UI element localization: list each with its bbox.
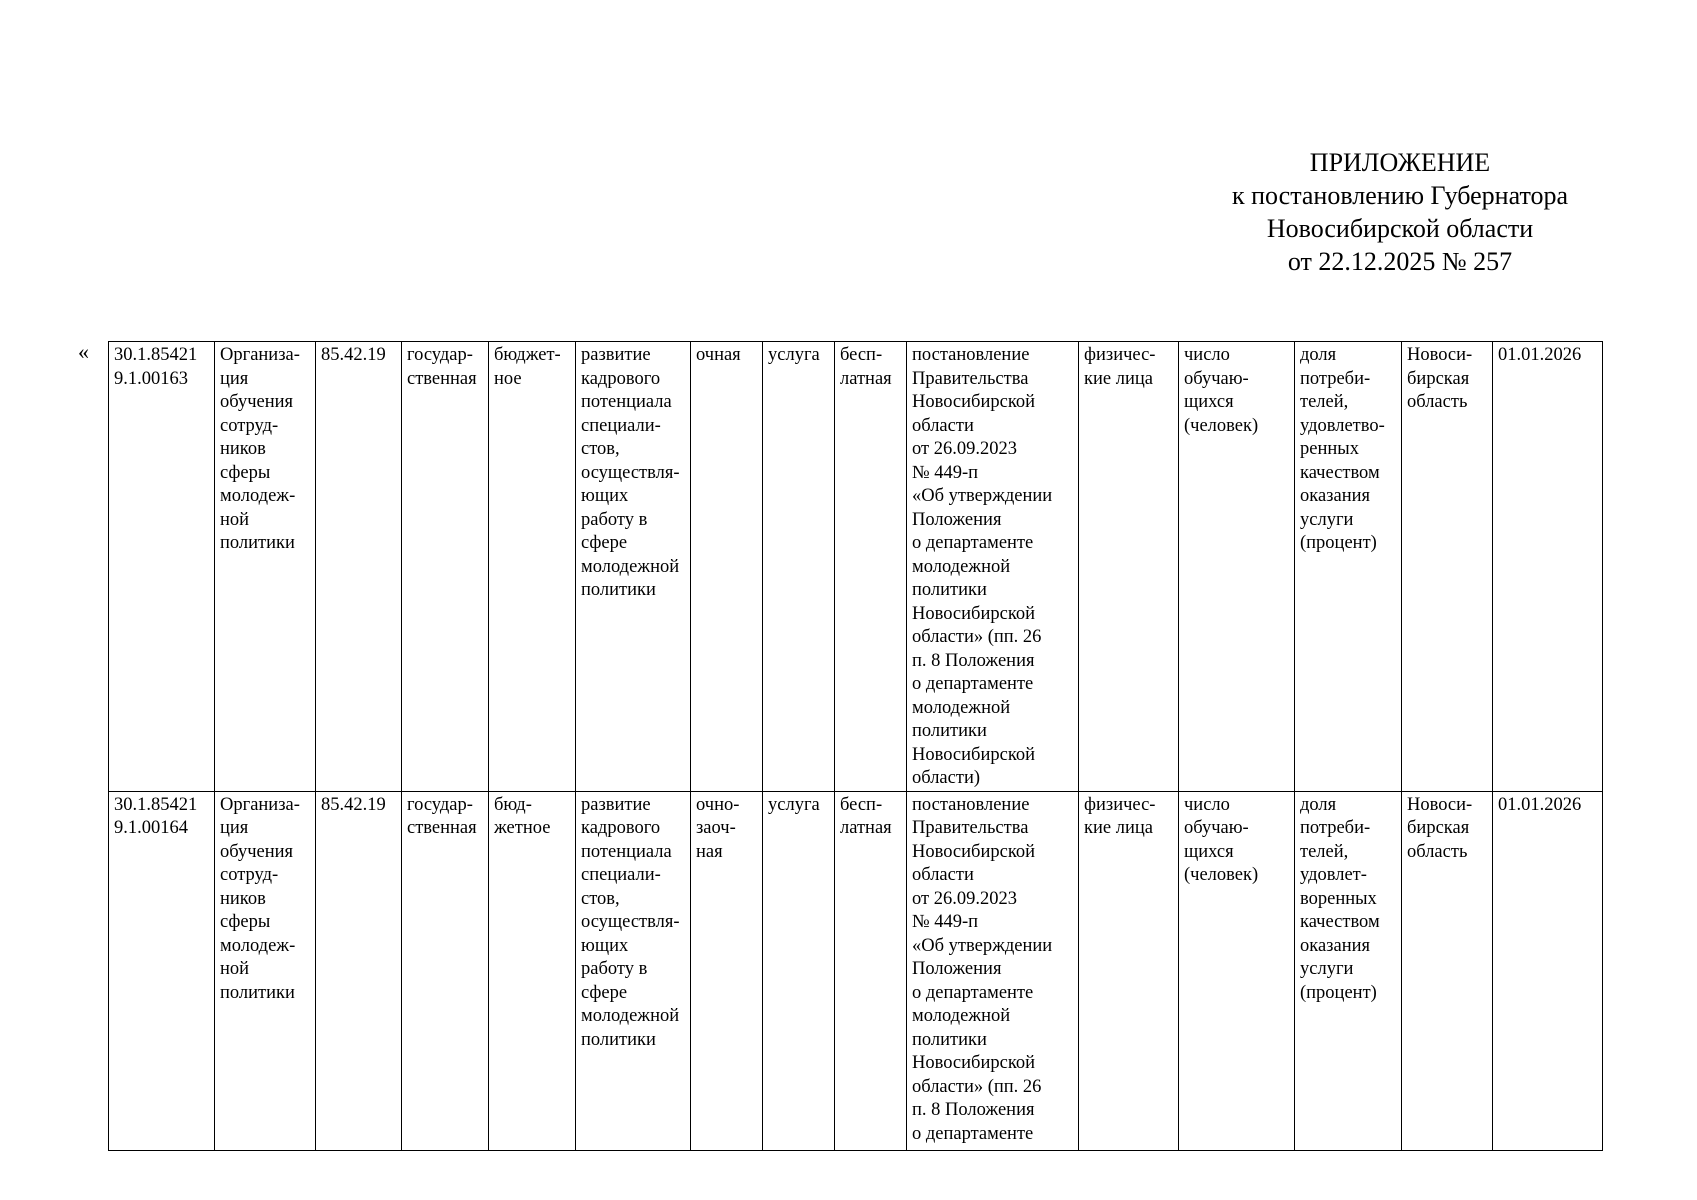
cell-text-line: развитие	[581, 345, 651, 365]
territory-cell	[1402, 342, 1493, 792]
cell-text-line: политики	[220, 982, 295, 1003]
cell-text-line: ственная	[407, 368, 477, 389]
cell-text-line: Новосибирской	[912, 603, 1036, 624]
cell-text-line: осуществля-	[581, 912, 680, 932]
cell-text-line: ной	[220, 509, 250, 530]
registry-number-cell	[109, 791, 215, 1150]
cell-text-line: телей,	[1300, 392, 1349, 412]
payment-cell	[835, 791, 907, 1150]
cell-text-line: Новосибирской	[912, 744, 1036, 765]
cell-text-line: удовлет-	[1300, 865, 1367, 885]
service-name-cell	[215, 342, 316, 792]
cell-text-line: заоч-	[696, 818, 736, 838]
cell-text-line: стов,	[581, 888, 620, 909]
appendix-title: ПРИЛОЖЕНИЕ	[1309, 148, 1491, 177]
cell-text-line: сферы	[220, 912, 271, 932]
cell-text-line: ное	[494, 368, 522, 389]
cell-text-line: (человек)	[1184, 865, 1259, 885]
institution-type-cell	[489, 342, 576, 792]
cell-text-line: о департаменте	[912, 1123, 1034, 1144]
service-content-cell	[576, 791, 691, 1150]
service-content-cell	[576, 342, 691, 792]
cell-text-line: государ-	[407, 794, 473, 815]
cell-text-line: область	[1407, 392, 1468, 412]
cell-text-line: 9.1.00164	[114, 818, 188, 838]
ownership-cell	[402, 791, 489, 1150]
cell-text-line: ная	[696, 841, 723, 862]
service-form-cell	[691, 342, 763, 792]
cell-text-line: потенциала	[581, 841, 672, 862]
cell-text-line: латная	[840, 818, 892, 838]
cell-text-line: сфере	[581, 982, 628, 1003]
service-name-cell	[215, 791, 316, 1150]
service-form-cell	[691, 791, 763, 1150]
cell-text-line: бирская	[1407, 368, 1470, 389]
cell-text-line: услуги	[1300, 959, 1354, 979]
cell-text-line: от 26.09.2023	[912, 439, 1017, 459]
cell-text-line: п. 8 Положения	[912, 1100, 1035, 1120]
cell-text-line: государ-	[407, 345, 473, 365]
cell-text-line: молодеж-	[220, 935, 296, 956]
cell-text-line: Новоси-	[1407, 794, 1473, 815]
cell-text-line: физичес-	[1084, 345, 1156, 365]
cell-text-line: 30.1.85421	[114, 345, 198, 365]
cell-text-line: Организа-	[220, 345, 300, 365]
cell-text-line: потенциала	[581, 392, 672, 412]
territory-cell	[1402, 791, 1493, 1150]
cell-text-line: развитие	[581, 794, 651, 815]
cell-text-line: кадрового	[581, 818, 661, 838]
volume-indicator-cell	[1179, 791, 1295, 1150]
cell-text-line: бесп-	[840, 345, 883, 365]
okved-code-cell	[316, 791, 402, 1150]
cell-text-line: услуги	[1300, 509, 1354, 530]
cell-text-line: удовлетво-	[1300, 415, 1385, 436]
cell-text-line: очная	[696, 345, 741, 365]
cell-text-line: сотруд-	[220, 865, 279, 885]
services-registry-table	[108, 341, 1603, 1151]
cell-text-line: молодежной	[912, 556, 1011, 577]
consumers-cell	[1079, 342, 1179, 792]
cell-text-line: сферы	[220, 462, 271, 483]
cell-text-line: физичес-	[1084, 794, 1156, 815]
cell-text-line: молодежной	[912, 1006, 1011, 1026]
cell-text-line: политики	[581, 580, 656, 600]
cell-text-line: Новосибирской	[912, 841, 1036, 862]
cell-text-line: п. 8 Положения	[912, 650, 1035, 671]
cell-text-line: 01.01.2026	[1498, 345, 1582, 365]
cell-text-line: сфере	[581, 533, 628, 553]
cell-text-line: молодеж-	[220, 486, 296, 506]
cell-text-line: 30.1.85421	[114, 794, 198, 815]
cell-text-line: о департаменте	[912, 533, 1034, 553]
cell-text-line: постановление	[912, 345, 1030, 365]
cell-text-line: политики	[912, 721, 987, 741]
service-kind-cell	[763, 342, 835, 792]
cell-text-line: кадрового	[581, 368, 661, 389]
cell-text-line: 85.42.19	[321, 794, 386, 815]
table-row	[109, 342, 1603, 792]
cell-text-line: ников	[220, 439, 266, 459]
cell-text-line: услуга	[768, 794, 820, 815]
appendix-region: Новосибирской области	[1266, 214, 1534, 243]
cell-text-line: Положения	[912, 509, 1002, 530]
cell-text-line: специали-	[581, 415, 661, 436]
effective-date-cell	[1493, 791, 1603, 1150]
cell-text-line: области)	[912, 768, 981, 788]
cell-text-line: области	[912, 865, 974, 885]
cell-text-line: доля	[1300, 794, 1337, 815]
volume-indicator-cell	[1179, 342, 1295, 792]
registry-number-cell	[109, 342, 215, 792]
table-row	[109, 791, 1603, 1150]
cell-text-line: ция	[220, 368, 249, 389]
cell-text-line: работу в	[581, 959, 648, 979]
cell-text-line: ной	[220, 959, 250, 979]
appendix-date-number: от 22.12.2025 № 257	[1287, 247, 1513, 276]
cell-text-line: Организа-	[220, 794, 300, 815]
quality-indicator-cell	[1295, 791, 1402, 1150]
cell-text-line: работу в	[581, 509, 648, 530]
cell-text-line: области» (пп. 26	[912, 1076, 1042, 1097]
service-kind-cell	[763, 791, 835, 1150]
cell-text-line: о департаменте	[912, 982, 1034, 1003]
cell-text-line: телей,	[1300, 841, 1349, 862]
cell-text-line: (процент)	[1300, 533, 1377, 553]
cell-text-line: воренных	[1300, 888, 1377, 909]
cell-text-line: «Об утверждении	[912, 486, 1053, 506]
cell-text-line: молодежной	[912, 697, 1011, 718]
appendix-header	[1180, 146, 1620, 278]
cell-text-line: постановление	[912, 794, 1030, 815]
cell-text-line: потреби-	[1300, 368, 1371, 389]
cell-text-line: доля	[1300, 345, 1337, 365]
cell-text-line: обучения	[220, 841, 294, 862]
cell-text-line: от 26.09.2023	[912, 888, 1017, 909]
legal-basis-cell	[907, 791, 1079, 1150]
cell-text-line: области» (пп. 26	[912, 627, 1042, 647]
cell-text-line: о департаменте	[912, 674, 1034, 694]
effective-date-cell	[1493, 342, 1603, 792]
cell-text-line: № 449-п	[912, 912, 979, 932]
cell-text-line: щихся	[1184, 392, 1234, 412]
cell-text-line: услуга	[768, 345, 820, 365]
cell-text-line: область	[1407, 841, 1468, 862]
cell-text-line: обучения	[220, 392, 294, 412]
cell-text-line: ющих	[581, 935, 629, 956]
cell-text-line: 9.1.00163	[114, 368, 188, 389]
cell-text-line: ренных	[1300, 439, 1359, 459]
cell-text-line: Новоси-	[1407, 345, 1473, 365]
cell-text-line: качеством	[1300, 912, 1380, 932]
table-body	[109, 342, 1603, 1151]
cell-text-line: политики	[581, 1029, 656, 1050]
quality-indicator-cell	[1295, 342, 1402, 792]
cell-text-line: бирская	[1407, 818, 1470, 838]
cell-text-line: Новосибирской	[912, 392, 1036, 412]
cell-text-line: обучаю-	[1184, 818, 1249, 838]
consumers-cell	[1079, 791, 1179, 1150]
cell-text-line: ственная	[407, 818, 477, 838]
cell-text-line: обучаю-	[1184, 368, 1249, 389]
opening-quote-mark: «	[78, 339, 89, 364]
cell-text-line: потреби-	[1300, 818, 1371, 838]
cell-text-line: оказания	[1300, 935, 1370, 956]
cell-text-line: стов,	[581, 439, 620, 459]
cell-text-line: молодежной	[581, 556, 680, 577]
cell-text-line: Правительства	[912, 818, 1029, 838]
cell-text-line: сотруд-	[220, 415, 279, 436]
cell-text-line: 85.42.19	[321, 345, 386, 365]
cell-text-line: Положения	[912, 959, 1002, 979]
cell-text-line: число	[1184, 345, 1230, 365]
cell-text-line: кие лица	[1084, 818, 1153, 838]
cell-text-line: число	[1184, 794, 1230, 815]
appendix-reference: к постановлению Губернатора	[1231, 181, 1569, 210]
cell-text-line: Новосибирской	[912, 1053, 1036, 1073]
cell-text-line: Правительства	[912, 368, 1029, 389]
payment-cell	[835, 342, 907, 792]
cell-text-line: бесп-	[840, 794, 883, 815]
cell-text-line: бюджет-	[494, 345, 561, 365]
legal-basis-cell	[907, 342, 1079, 792]
cell-text-line: бюд-	[494, 794, 532, 815]
cell-text-line: оказания	[1300, 486, 1370, 506]
cell-text-line: осуществля-	[581, 462, 680, 483]
cell-text-line: ников	[220, 888, 266, 909]
cell-text-line: жетное	[494, 818, 551, 838]
cell-text-line: щихся	[1184, 841, 1234, 862]
cell-text-line: политики	[912, 1029, 987, 1050]
institution-type-cell	[489, 791, 576, 1150]
cell-text-line: области	[912, 415, 974, 436]
cell-text-line: (процент)	[1300, 982, 1377, 1003]
cell-text-line: политики	[912, 580, 987, 600]
cell-text-line: молодежной	[581, 1006, 680, 1026]
ownership-cell	[402, 342, 489, 792]
cell-text-line: кие лица	[1084, 368, 1153, 389]
cell-text-line: качеством	[1300, 462, 1380, 483]
cell-text-line: латная	[840, 368, 892, 389]
cell-text-line: № 449-п	[912, 462, 979, 483]
cell-text-line: ция	[220, 818, 249, 838]
cell-text-line: (человек)	[1184, 415, 1259, 436]
okved-code-cell	[316, 342, 402, 792]
cell-text-line: ющих	[581, 486, 629, 506]
cell-text-line: политики	[220, 533, 295, 553]
cell-text-line: «Об утверждении	[912, 935, 1053, 956]
cell-text-line: специали-	[581, 865, 661, 885]
cell-text-line: 01.01.2026	[1498, 794, 1582, 815]
cell-text-line: очно-	[696, 794, 740, 815]
